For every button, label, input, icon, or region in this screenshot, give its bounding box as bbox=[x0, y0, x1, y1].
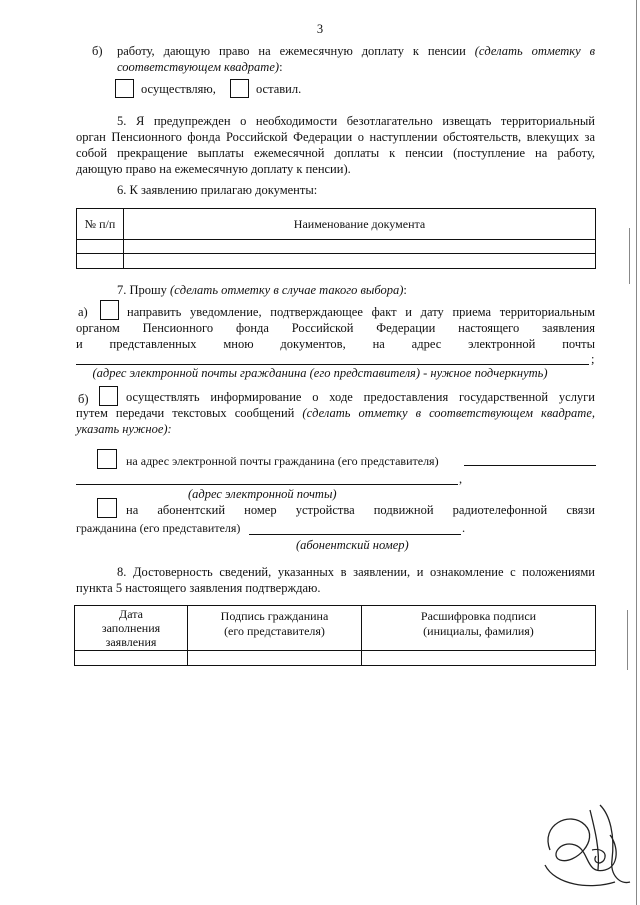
table-row bbox=[77, 240, 596, 254]
item7-a-line3: и представленных мною документов, на адрес электронной почты bbox=[76, 337, 595, 351]
phone-number-line[interactable] bbox=[249, 534, 461, 535]
option-employed-label: осуществляю, bbox=[141, 82, 216, 96]
section-b-text-line2 bbox=[117, 60, 283, 75]
phone-option-line1: на абонентский номер устройства подвижной радиотелефонной связи bbox=[126, 503, 595, 517]
item7-title bbox=[117, 283, 407, 298]
decoding-cell[interactable] bbox=[362, 651, 596, 666]
item7-b-prefix: б) bbox=[78, 392, 89, 406]
table-row bbox=[77, 254, 596, 269]
date-header-line: Дата bbox=[119, 607, 143, 621]
checkbox-employed[interactable] bbox=[115, 79, 134, 98]
item7-a-semicolon: ; bbox=[591, 352, 595, 366]
item7-a-prefix: а) bbox=[78, 305, 88, 319]
item7-title-text: 7. Прошу bbox=[117, 283, 167, 297]
checkbox-left-job[interactable] bbox=[230, 79, 249, 98]
table-row bbox=[75, 651, 596, 666]
section-b-main-text: работу, дающую право на ежемесячную доплату к пенсии bbox=[117, 44, 466, 58]
handwritten-signature bbox=[530, 790, 635, 895]
signature-header bbox=[188, 606, 362, 651]
table-cell[interactable] bbox=[124, 240, 596, 254]
item7-b-line2-text: путем передачи текстовых сообщений bbox=[76, 406, 295, 420]
item5-line4: дающую право на ежемесячную доплату к пенсии). bbox=[76, 162, 351, 176]
decoding-header bbox=[362, 606, 596, 651]
date-header-line: заявления bbox=[105, 635, 157, 649]
option-left-job-label: оставил. bbox=[256, 82, 302, 96]
phone-option-period: . bbox=[462, 521, 466, 535]
table-cell[interactable] bbox=[124, 254, 596, 269]
scan-edge-line bbox=[636, 0, 637, 905]
signature-table-header bbox=[75, 606, 596, 651]
section-b-colon: : bbox=[279, 60, 283, 74]
phone-caption: (абонентский номер) bbox=[296, 538, 409, 552]
date-header-line: заполнения bbox=[101, 621, 161, 635]
signature-cell[interactable] bbox=[188, 651, 362, 666]
documents-table bbox=[76, 208, 596, 269]
item5-line3: собой прекращение выплаты ежемесячной доплаты к пенсии (поступление на работу, bbox=[76, 146, 595, 160]
signature-header-line: (его представителя) bbox=[224, 624, 325, 638]
item7-a-line2: органом Пенсионного фонда Российской Федерации настоящего заявления bbox=[76, 321, 595, 335]
item7-b-line3: указать нужное): bbox=[76, 422, 172, 436]
section-b-note: (сделать отметку в bbox=[474, 44, 595, 58]
column-document-name-header: Наименование документа bbox=[124, 209, 596, 240]
checkbox-email-option[interactable] bbox=[97, 449, 117, 469]
section-b-prefix: б) bbox=[92, 44, 103, 58]
item7-b-line2-note: (сделать отметку в соответствующем квадрате, bbox=[302, 406, 596, 420]
item7-title-colon: : bbox=[403, 283, 407, 297]
checkbox-send-notification[interactable] bbox=[100, 300, 119, 320]
email-option-label: на адрес электронной почты гражданина (его представителя) bbox=[126, 454, 439, 468]
phone-option-line2: гражданина (его представителя) bbox=[76, 521, 241, 535]
item7-b-line2 bbox=[76, 406, 595, 421]
item7-title-note: (сделать отметку в случае такого выбора) bbox=[170, 283, 404, 297]
table-cell[interactable] bbox=[77, 254, 124, 269]
documents-table-header bbox=[77, 209, 596, 240]
decoding-header-line: Расшифровка подписи bbox=[420, 609, 537, 623]
item5-line1: 5. Я предупрежден о необходимости безотлагательно извещать территориальный bbox=[117, 114, 595, 128]
checkbox-inform-progress[interactable] bbox=[99, 386, 118, 406]
signature-header-line: Подпись гражданина bbox=[220, 609, 329, 623]
date-cell[interactable] bbox=[75, 651, 188, 666]
signature-table bbox=[74, 605, 596, 666]
item6-text: 6. К заявлению прилагаю документы: bbox=[117, 183, 318, 197]
email-option-comma: , bbox=[459, 472, 463, 486]
table-cell[interactable] bbox=[77, 240, 124, 254]
page-number: 3 bbox=[316, 22, 324, 36]
email-option-line-2[interactable] bbox=[76, 484, 458, 485]
checkbox-phone-option[interactable] bbox=[97, 498, 117, 518]
item7-a-line1: направить уведомление, подтверждающее факт и дату приема территориальным bbox=[127, 305, 595, 319]
scan-edge-line bbox=[629, 228, 630, 284]
date-header bbox=[75, 606, 188, 651]
scan-edge-line bbox=[627, 610, 628, 670]
column-number-header: № п/п bbox=[77, 209, 124, 240]
decoding-header-line: (инициалы, фамилия) bbox=[423, 624, 534, 638]
item8-line2: пункта 5 настоящего заявления подтверждаю. bbox=[76, 581, 321, 595]
item7-b-line1: осуществлять информирование о ходе предоставления государственной услуги bbox=[126, 390, 595, 404]
section-b-text bbox=[117, 44, 595, 59]
item7-a-caption: (адрес электронной почты гражданина (его представителя) - нужное подчеркнуть) bbox=[92, 366, 548, 380]
item5-line2: орган Пенсионного фонда Российской Федерации о наступлении обстоятельств, влекущих за bbox=[76, 130, 595, 144]
email-option-line[interactable] bbox=[464, 465, 596, 466]
section-b-note-line2: соответствующем квадрате) bbox=[117, 60, 280, 74]
email-caption: (адрес электронной почты) bbox=[188, 487, 337, 501]
email-address-line[interactable] bbox=[76, 364, 589, 365]
item8-line1: 8. Достоверность сведений, указанных в заявлении, и ознакомление с положениями bbox=[117, 565, 595, 579]
